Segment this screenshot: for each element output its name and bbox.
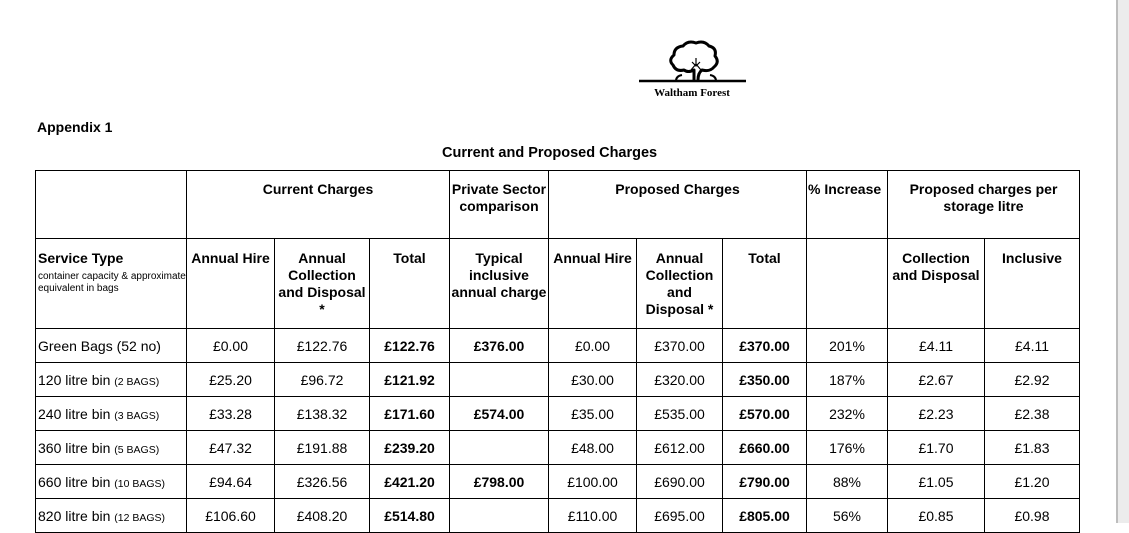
header-proposed-annual-hire: Annual Hire — [549, 239, 637, 329]
proposed-total-cell: £350.00 — [723, 363, 807, 397]
current-total-cell: £171.60 — [370, 397, 450, 431]
page-title: Current and Proposed Charges — [442, 145, 658, 161]
increase-cell: 176% — [807, 431, 888, 465]
current-hire-cell: £94.64 — [187, 465, 275, 499]
header-typical-charge: Typical inclusive annual charge — [450, 239, 549, 329]
group-header-row — [36, 171, 1080, 239]
header-service-type — [36, 239, 187, 329]
proposed-collection-cell: £370.00 — [637, 329, 723, 363]
increase-cell: 88% — [807, 465, 888, 499]
proposed-hire-cell: £100.00 — [549, 465, 637, 499]
header-current-charges: Current Charges — [187, 171, 450, 239]
current-total-cell: £122.76 — [370, 329, 450, 363]
current-collection-cell: £408.20 — [275, 499, 370, 533]
per-litre-collection-cell: £1.05 — [888, 465, 985, 499]
per-litre-inclusive-cell: £2.92 — [985, 363, 1080, 397]
proposed-total-cell: £570.00 — [723, 397, 807, 431]
charges-table — [35, 170, 1080, 533]
header-total: Total — [370, 239, 450, 329]
current-collection-cell: £122.76 — [275, 329, 370, 363]
per-litre-collection-cell: £2.67 — [888, 363, 985, 397]
proposed-total-cell: £370.00 — [723, 329, 807, 363]
service-name-cell: 360 litre bin (5 BAGS) — [36, 431, 187, 465]
proposed-collection-cell: £320.00 — [637, 363, 723, 397]
per-litre-inclusive-cell: £4.11 — [985, 329, 1080, 363]
table-row — [36, 397, 1080, 431]
private-sector-cell — [450, 431, 549, 465]
service-type-note: container capacity & approximate equivalent in bags — [38, 271, 186, 294]
proposed-hire-cell: £35.00 — [549, 397, 637, 431]
table-row — [36, 465, 1080, 499]
increase-cell: 56% — [807, 499, 888, 533]
appendix-label: Appendix 1 — [37, 119, 113, 135]
header-inclusive: Inclusive — [985, 239, 1080, 329]
current-collection-cell: £138.32 — [275, 397, 370, 431]
table-row — [36, 329, 1080, 363]
per-litre-inclusive-cell: £1.20 — [985, 465, 1080, 499]
proposed-hire-cell: £48.00 — [549, 431, 637, 465]
current-total-cell: £121.92 — [370, 363, 450, 397]
current-collection-cell: £96.72 — [275, 363, 370, 397]
proposed-collection-cell: £612.00 — [637, 431, 723, 465]
current-collection-cell: £191.88 — [275, 431, 370, 465]
per-litre-collection-cell: £1.70 — [888, 431, 985, 465]
viewer-scroll-gutter[interactable] — [1116, 0, 1129, 523]
service-name-cell: 820 litre bin (12 BAGS) — [36, 499, 187, 533]
current-collection-cell: £326.56 — [275, 465, 370, 499]
proposed-hire-cell: £110.00 — [549, 499, 637, 533]
private-sector-cell — [450, 363, 549, 397]
header-annual-hire: Annual Hire — [187, 239, 275, 329]
current-hire-cell: £25.20 — [187, 363, 275, 397]
proposed-total-cell: £805.00 — [723, 499, 807, 533]
header-private-sector: Private Sector comparison — [450, 171, 549, 239]
per-litre-collection-cell: £0.85 — [888, 499, 985, 533]
current-hire-cell: £0.00 — [187, 329, 275, 363]
private-sector-cell — [450, 499, 549, 533]
proposed-total-cell: £660.00 — [723, 431, 807, 465]
header-collection-disposal: Collection and Disposal — [888, 239, 985, 329]
current-total-cell: £239.20 — [370, 431, 450, 465]
proposed-collection-cell: £690.00 — [637, 465, 723, 499]
header-percent-increase: % Increase — [807, 171, 888, 239]
current-hire-cell: £33.28 — [187, 397, 275, 431]
tree-logo-icon — [636, 40, 748, 88]
header-proposed-annual-collection: Annual Collection and Disposal * — [637, 239, 723, 329]
increase-cell: 201% — [807, 329, 888, 363]
proposed-total-cell: £790.00 — [723, 465, 807, 499]
header-proposed-total: Total — [723, 239, 807, 329]
private-sector-cell: £376.00 — [450, 329, 549, 363]
empty-header-cell — [807, 239, 888, 329]
header-per-litre: Proposed charges per storage litre — [888, 171, 1080, 239]
service-name-cell: 240 litre bin (3 BAGS) — [36, 397, 187, 431]
per-litre-collection-cell: £2.23 — [888, 397, 985, 431]
service-name-cell: Green Bags (52 no) — [36, 329, 187, 363]
proposed-collection-cell: £535.00 — [637, 397, 723, 431]
per-litre-collection-cell: £4.11 — [888, 329, 985, 363]
empty-header-cell — [36, 171, 187, 239]
proposed-hire-cell: £30.00 — [549, 363, 637, 397]
current-total-cell: £514.80 — [370, 499, 450, 533]
logo-text: Waltham Forest — [654, 87, 730, 99]
service-name-cell: 120 litre bin (2 BAGS) — [36, 363, 187, 397]
proposed-collection-cell: £695.00 — [637, 499, 723, 533]
service-name-cell: 660 litre bin (10 BAGS) — [36, 465, 187, 499]
current-hire-cell: £106.60 — [187, 499, 275, 533]
header-annual-collection: Annual Collection and Disposal * — [275, 239, 370, 329]
increase-cell: 232% — [807, 397, 888, 431]
proposed-hire-cell: £0.00 — [549, 329, 637, 363]
current-total-cell: £421.20 — [370, 465, 450, 499]
per-litre-inclusive-cell: £2.38 — [985, 397, 1080, 431]
page-edge-shadow — [1116, 0, 1118, 523]
increase-cell: 187% — [807, 363, 888, 397]
header-proposed-charges: Proposed Charges — [549, 171, 807, 239]
private-sector-cell: £798.00 — [450, 465, 549, 499]
current-hire-cell: £47.32 — [187, 431, 275, 465]
per-litre-inclusive-cell: £0.98 — [985, 499, 1080, 533]
column-header-row — [36, 239, 1080, 329]
per-litre-inclusive-cell: £1.83 — [985, 431, 1080, 465]
service-type-label: Service Type — [38, 250, 124, 266]
table-row — [36, 431, 1080, 465]
table-row — [36, 499, 1080, 533]
waltham-forest-logo — [636, 40, 748, 102]
private-sector-cell: £574.00 — [450, 397, 549, 431]
table-row — [36, 363, 1080, 397]
